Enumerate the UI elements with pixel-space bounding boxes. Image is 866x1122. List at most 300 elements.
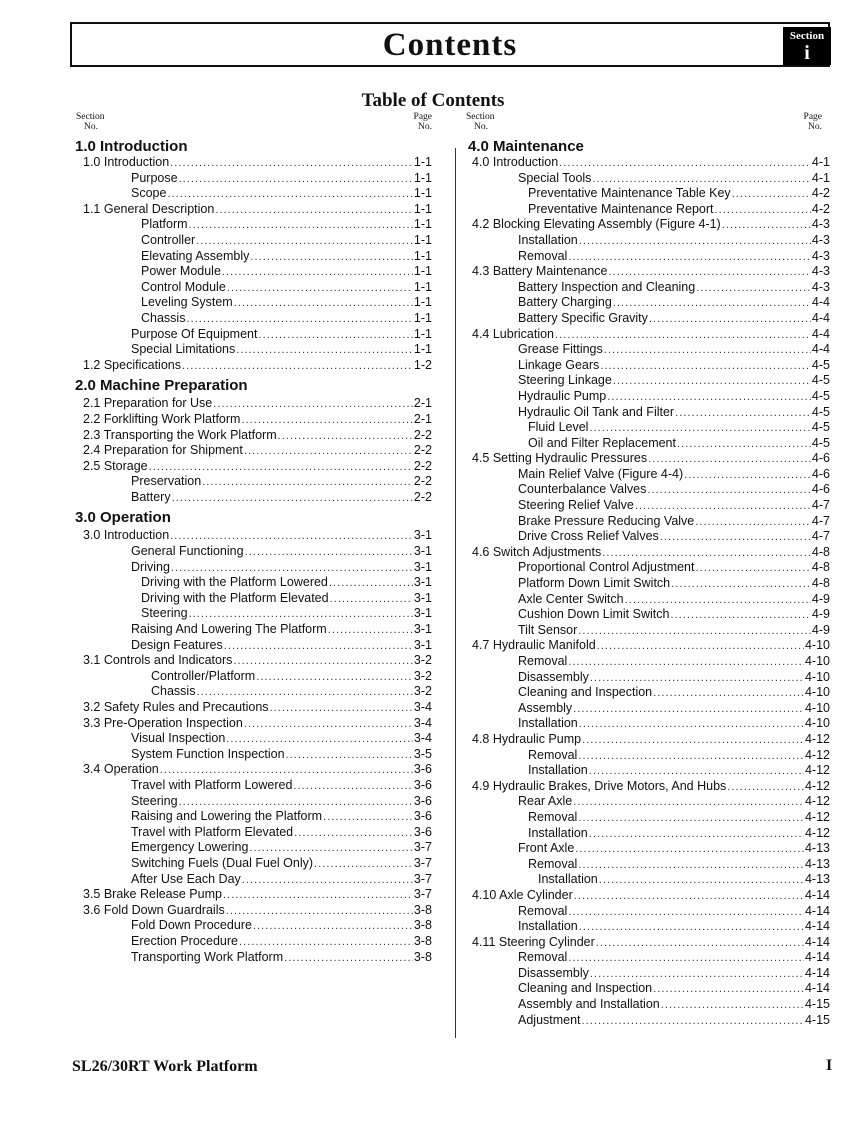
toc-entry-page: 3-8 [413,949,432,964]
toc-entry [75,653,432,669]
toc-entry-title: Transporting Work Platform [131,949,284,964]
toc-dot-leader [244,445,413,457]
toc-entry-title: Cushion Down Limit Switch [518,607,670,622]
toc-entry [468,342,830,358]
toc-entry [75,638,432,654]
toc-dot-leader [167,188,412,200]
toc-entry [75,264,432,280]
left-page-col-header [396,112,432,132]
toc-dot-leader [171,562,413,574]
toc-entry-title: Battery Specific Gravity [518,310,648,325]
toc-entry [468,311,830,327]
toc-entry-title: Controller [141,232,196,247]
toc-entry [468,716,830,732]
toc-entry-page: 3-1 [413,637,432,652]
toc-entry [75,490,432,506]
toc-entry-page: 4-10 [804,654,830,668]
toc-dot-leader [568,906,804,918]
toc-dot-leader [715,204,811,216]
toc-entry-page: 3-1 [413,575,432,590]
toc-entry-page: 2-2 [413,474,432,489]
toc-entry-title: Removal [518,903,568,918]
toc-entry-title: Chassis [151,684,196,699]
toc-entry-page: 3-6 [413,762,432,777]
toc-dot-leader [589,828,804,840]
toc-dot-leader [323,811,413,823]
toc-entry-title: Power Module [141,264,221,279]
toc-entry-title: Removal [518,654,568,668]
toc-entry-title: Battery [131,489,171,504]
toc-entry [75,700,432,716]
toc-entry-title: 4.0 Introduction [472,155,559,169]
toc-entry [468,295,830,311]
toc-entry [75,280,432,296]
toc-entry-title: Installation [528,763,588,778]
toc-entry-title: General Functioning [131,544,244,559]
toc-entry-title: Oil and Filter Replacement [528,435,676,450]
toc-entry-page: 1-1 [413,155,432,169]
toc-entry [75,155,432,171]
toc-entry-page: 4-4 [811,326,830,341]
toc-entry-page: 4-3 [811,232,830,247]
toc-entry [468,560,830,576]
toc-entry [75,311,432,327]
toc-entry-page: 3-6 [413,824,432,839]
toc-entry [468,685,830,701]
toc-dot-leader [732,188,811,200]
toc-dot-leader [186,313,412,325]
toc-entry-title: Assembly and Installation [518,997,660,1012]
toc-dot-leader [234,297,413,309]
toc-entry-page: 4-12 [804,778,830,793]
toc-entry-title: Disassembly [518,965,589,980]
toc-entry [468,872,830,888]
toc-dot-leader [609,266,811,278]
toc-entry-page: 4-14 [804,981,830,996]
toc-entry-page: 3-5 [413,746,432,761]
toc-dot-leader [559,157,811,169]
col-header-text: No. [84,122,98,132]
toc-entry-title: Removal [528,747,578,762]
toc-entry [468,202,830,218]
toc-entry-page: 3-1 [413,590,432,605]
toc-entry-page: 4-5 [811,388,830,403]
toc-entry-title: Installation [538,872,598,887]
toc-entry-title: Preventative Maintenance Table Key [528,186,731,201]
toc-entry-title: Linkage Gears [518,357,600,372]
toc-entry [468,171,830,187]
toc-entry-page: 4-6 [811,451,830,466]
toc-entry-title: Installation [518,716,578,731]
toc-dot-leader [660,531,811,543]
toc-dot-leader [278,430,413,442]
toc-entry-page: 3-1 [413,544,432,559]
toc-entry-title: Elevating Assembly [141,248,250,263]
toc-entry [75,474,432,490]
toc-entry [468,358,830,374]
toc-entry-title: 4.7 Hydraulic Manifold [472,638,596,653]
toc-entry-page: 3-1 [413,528,432,543]
toc-dot-leader [648,453,811,465]
toc-entry-page: 4-10 [804,700,830,715]
toc-entry-page: 3-4 [413,715,432,730]
toc-entry-title: Battery Charging [518,295,612,310]
toc-entry-page: 3-7 [413,840,432,855]
toc-entry-page: 4-2 [811,186,830,201]
section-badge-number: i [804,42,810,64]
toc-dot-leader [613,375,811,387]
toc-entry-page: 4-10 [804,669,830,684]
toc-entry-title: Cleaning and Inspection [518,685,653,700]
toc-entry-page: 4-3 [811,264,830,279]
toc-title: Table of Contents [361,90,505,111]
col-header-text: Page [803,112,822,122]
toc-entry-page: 4-9 [811,607,830,622]
section-badge-label: Section [789,30,825,42]
toc-dot-leader [592,173,810,185]
toc-entry-page: 1-1 [413,248,432,263]
toc-dot-leader [589,422,810,434]
toc-entry-title: 3.2 Safety Rules and Precautions [83,700,269,714]
toc-dot-leader [573,796,804,808]
toc-entry-title: Steering [141,606,188,621]
toc-dot-leader [239,936,413,948]
toc-dot-leader [568,952,804,964]
toc-dot-leader [596,937,804,949]
toc-entry [75,412,432,428]
toc-entry [75,396,432,412]
toc-entry-page: 4-3 [811,248,830,263]
toc-entry-page: 4-5 [811,435,830,450]
toc-entry-page: 4-8 [811,544,830,559]
toc-entry [468,389,830,405]
toc-entry-page: 1-2 [413,357,432,372]
toc-entry [75,840,432,856]
toc-dot-leader [149,461,413,473]
toc-entry-title: Installation [518,232,578,247]
toc-entry-page: 4-5 [811,404,830,419]
toc-entry-page: 4-3 [811,279,830,294]
toc-dot-leader [670,609,810,621]
toc-entry-title: 4.5 Setting Hydraulic Pressures [472,451,648,466]
toc-entry [468,670,830,686]
toc-entry [75,233,432,249]
toc-dot-leader [172,492,413,504]
col-header-text: Section [76,112,105,122]
toc-entry-page: 4-3 [811,217,830,232]
toc-dot-leader [555,329,811,341]
toc-entry [75,747,432,763]
toc-entry [468,638,830,654]
toc-entry-page: 2-2 [413,458,432,473]
toc-dot-leader [604,344,811,356]
toc-dot-leader [224,640,413,652]
toc-entry-page: 4-13 [804,841,830,856]
toc-dot-leader [582,1015,804,1027]
col-header-text: Page [413,112,432,122]
toc-dot-leader [245,546,413,558]
toc-entry [468,451,830,467]
toc-entry-title: Special Limitations [131,342,236,357]
toc-entry-title: Drive Cross Relief Valves [518,529,659,544]
toc-entry-title: Preservation [131,474,202,489]
toc-entry [468,919,830,935]
toc-entry [468,997,830,1013]
footer-page-number: I [826,1057,833,1074]
toc-entry-title: Raising and Lowering the Platform [131,809,323,824]
toc-entry-title: 1.0 Introduction [75,138,188,155]
toc-entry-title: 4.6 Switch Adjustments [472,544,602,559]
toc-entry-title: Fold Down Procedure [131,918,252,933]
toc-entry [75,887,432,903]
toc-dot-leader [677,438,811,450]
toc-dot-leader [695,562,810,574]
toc-entry-title: 1.1 General Description [83,201,215,216]
toc-entry-title: 4.10 Axle Cylinder [472,887,573,902]
toc-entry-page: 3-6 [413,777,432,792]
toc-dot-leader [226,905,413,917]
toc-entry-page: 2-1 [413,411,432,426]
toc-entry-page: 4-14 [804,887,830,902]
toc-entry-title: 3.0 Operation [75,509,171,527]
toc-entry-title: 2.4 Preparation for Shipment [83,443,243,458]
toc-dot-leader [226,733,413,745]
toc-entry [468,966,830,982]
toc-dot-leader [653,687,804,699]
toc-entry [468,467,830,483]
toc-entry-title: 4.4 Lubrication [472,326,555,341]
toc-dot-leader [258,329,412,341]
toc-entry-page: 3-6 [413,809,432,824]
toc-entry [75,295,432,311]
toc-entry-title: 3.1 Controls and Indicators [83,653,233,668]
toc-entry-title: Steering [131,793,178,808]
toc-entry-title: 4.3 Battery Maintenance [472,264,608,279]
toc-dot-leader [179,173,413,185]
toc-dot-leader [189,608,413,620]
toc-entry-title: Hydraulic Oil Tank and Filter [518,404,675,419]
toc-entry-title: 3.6 Fold Down Guardrails [83,902,225,917]
toc-entry-page: 3-2 [413,653,432,668]
toc-entry-title: Removal [528,809,578,824]
toc-entry [468,217,830,233]
toc-entry-page: 4-14 [804,919,830,934]
toc-dot-leader [249,842,413,854]
toc-dot-leader [579,235,811,247]
toc-dot-leader [727,781,804,793]
toc-dot-leader [241,414,412,426]
col-header-text: No. [808,122,822,132]
toc-entry-title: Scope [131,186,167,201]
toc-entry-page: 2-2 [413,489,432,504]
toc-entry-page: 1-1 [413,279,432,294]
toc-dot-leader [170,530,413,542]
toc-dot-leader [179,796,413,808]
toc-entry-page: 3-7 [413,887,432,902]
toc-dot-leader [196,235,413,247]
toc-entry-page: 4-10 [804,685,830,700]
toc-entry-title: Purpose [131,170,178,185]
toc-entry-title: 2.2 Forklifting Work Platform [83,411,241,426]
toc-dot-leader [330,593,413,605]
toc-dot-leader [160,764,413,776]
col-header-text: Section [466,112,495,122]
toc-entry [468,420,830,436]
toc-dot-leader [284,952,413,964]
toc-entry [468,654,830,670]
toc-entry-title: 3.3 Pre-Operation Inspection [83,715,243,730]
toc-entry [468,779,830,795]
toc-entry-page: 4-13 [804,856,830,871]
toc-dot-leader [671,578,811,590]
toc-entry [468,763,830,779]
toc-entry-page: 3-4 [413,700,432,714]
toc-entry [468,748,830,764]
toc-entry-page: 3-8 [413,918,432,933]
toc-dot-leader [599,874,804,886]
toc-entry [75,217,432,233]
toc-entry-page: 4-1 [811,155,830,169]
toc-entry-title: Steering Relief Valve [518,498,634,513]
toc-entry-page: 4-12 [804,794,830,809]
toc-entry-title: Driving [131,559,170,574]
toc-entry [468,576,830,592]
toc-dot-leader [695,516,811,528]
toc-dot-leader [625,594,811,606]
toc-entry-page: 1-1 [413,310,432,325]
toc-entry [75,622,432,638]
toc-dot-leader [170,157,413,169]
toc-entry-page: 4-7 [811,529,830,544]
toc-entry-title: Cleaning and Inspection [518,981,653,996]
toc-entry-title: 4.11 Steering Cylinder [472,934,595,949]
toc-dot-leader [328,624,413,636]
toc-entry [75,762,432,778]
toc-entry [75,249,432,265]
toc-dot-leader [578,859,804,871]
toc-dot-leader [600,360,811,372]
toc-entry-page: 4-12 [804,825,830,840]
toc-entry-page: 1-1 [413,217,432,232]
toc-entry-page: 4-2 [811,201,830,216]
toc-dot-leader [635,500,811,512]
toc-dot-leader [597,640,804,652]
toc-entry-title: Chassis [141,310,186,325]
toc-dot-leader [722,219,811,231]
toc-section-heading [75,505,432,528]
toc-entry-page: 1-1 [413,295,432,310]
toc-entry-title: 4.2 Blocking Elevating Assembly (Figure 4-1) [472,217,721,232]
toc-entry-page: 3-4 [413,731,432,746]
toc-dot-leader [213,398,413,410]
toc-entry-title: Design Features [131,637,223,652]
toc-dot-leader [607,391,811,403]
toc-entry-page: 4-5 [811,373,830,388]
toc-entry-page: 3-2 [413,684,432,699]
toc-dot-leader [189,219,413,231]
toc-dot-leader [244,718,413,730]
toc-section-heading [75,137,432,155]
toc-entry [75,950,432,966]
toc-entry-title: 1.2 Specifications [83,357,181,372]
left-section-col-header [76,112,105,132]
toc-entry [468,373,830,389]
toc-dot-leader [602,547,811,559]
toc-entry [468,607,830,623]
toc-entry-title: Leveling System [141,295,233,310]
toc-entry [468,888,830,904]
right-section-col-header [466,112,495,132]
toc-dot-leader [329,577,413,589]
toc-entry-title: Emergency Lowering [131,840,249,855]
toc-entry-page: 4-13 [804,872,830,887]
toc-dot-leader [649,313,811,325]
toc-entry [468,950,830,966]
toc-entry [468,794,830,810]
toc-entry [468,1013,830,1029]
toc-entry [75,856,432,872]
toc-entry-page: 4-6 [811,482,830,497]
toc-entry-title: 2.5 Storage [83,458,148,473]
toc-entry-page: 3-7 [413,855,432,870]
toc-dot-leader [684,469,811,481]
toc-entry-title: Purpose Of Equipment [131,326,258,341]
toc-entry-title: Brake Pressure Reducing Valve [518,513,695,528]
toc-entry [468,623,830,639]
toc-entry-title: Visual Inspection [131,731,226,746]
toc-entry [468,935,830,951]
toc-entry [75,528,432,544]
toc-left-column [75,137,432,965]
toc-entry-page: 3-8 [413,902,432,917]
toc-entry [75,809,432,825]
toc-entry [75,731,432,747]
toc-entry-title: System Function Inspection [131,746,285,761]
toc-dot-leader [578,625,811,637]
toc-entry-title: Installation [528,825,588,840]
toc-entry-title: Counterbalance Valves [518,482,647,497]
toc-entry-page: 4-15 [804,997,830,1012]
toc-entry [75,669,432,685]
toc-entry [468,857,830,873]
toc-entry-title: Tilt Sensor [518,622,578,637]
toc-entry-title: 3.0 Introduction [83,528,170,543]
toc-entry-title: Control Module [141,279,226,294]
toc-dot-leader [256,671,413,683]
toc-section-heading [468,137,830,155]
toc-entry-page: 4-12 [804,747,830,762]
toc-entry [468,186,830,202]
toc-entry [468,482,830,498]
toc-entry-page: 1-1 [413,186,432,201]
toc-dot-leader [250,251,413,263]
toc-entry [75,342,432,358]
toc-entry-page: 1-1 [413,326,432,341]
toc-entry-page: 2-2 [413,443,432,458]
toc-entry [75,544,432,560]
toc-entry-title: Grease Fittings [518,342,603,357]
toc-dot-leader [574,890,804,902]
toc-dot-leader [222,266,413,278]
toc-entry-page: 3-7 [413,871,432,886]
toc-section-heading [75,373,432,396]
toc-entry [468,233,830,249]
toc-entry [75,934,432,950]
toc-entry [75,606,432,622]
toc-entry-title: 2.3 Transporting the Work Platform [83,427,277,442]
toc-dot-leader [696,282,811,294]
toc-entry-title: 4.9 Hydraulic Brakes, Drive Motors, And Hubs [472,778,727,793]
